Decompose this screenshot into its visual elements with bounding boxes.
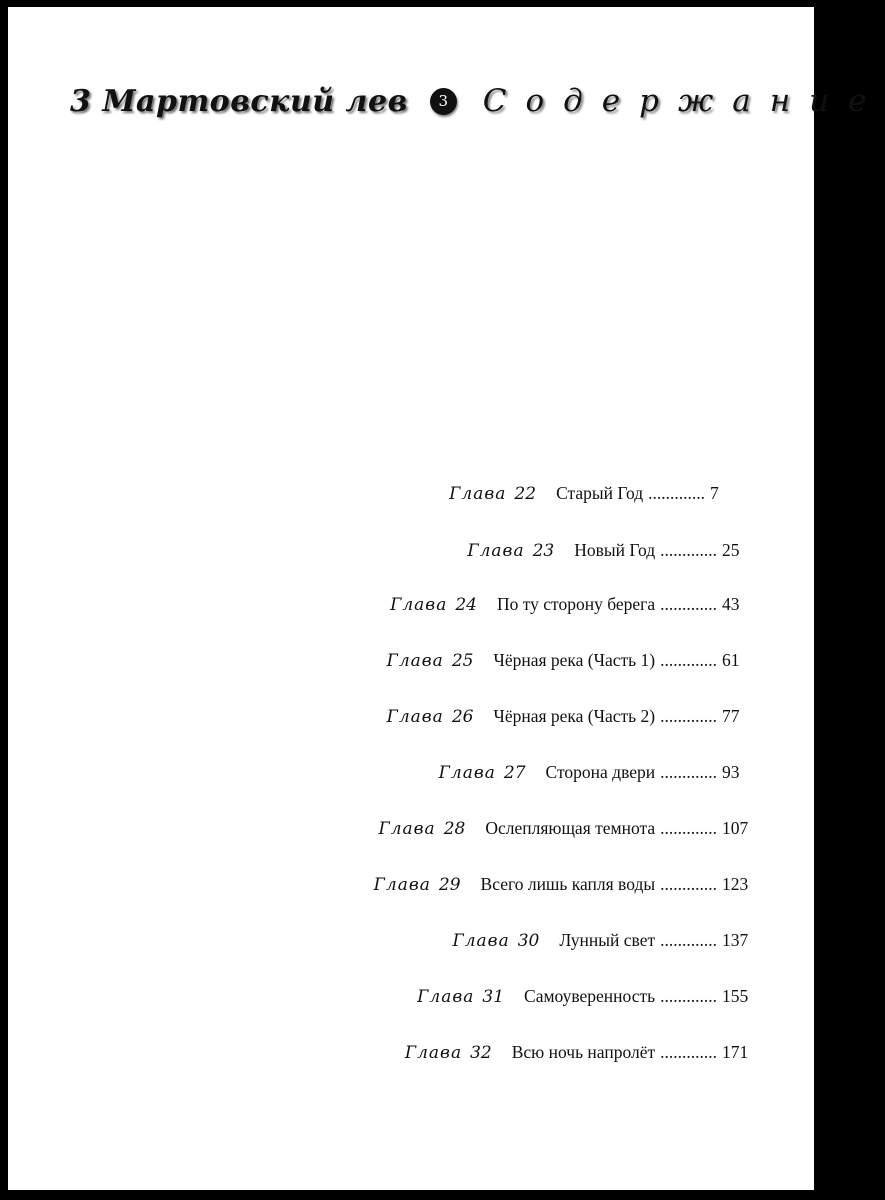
chapter-label: Глава (390, 595, 448, 615)
leader-dots: ............. (660, 540, 717, 560)
toc-entry (452, 930, 752, 951)
chapter-number: 22 (514, 484, 537, 504)
chapter-number: 25 (451, 651, 474, 671)
chapter-label: Глава (417, 987, 475, 1007)
series-title: 3 Мартовский лев (70, 83, 408, 119)
chapter-label: Глава (386, 707, 444, 727)
chapter-title: Ослепляющая темнота (485, 818, 656, 838)
page-number: 123 (722, 874, 749, 894)
chapter-label: Глава (438, 763, 496, 783)
toc-entry (387, 706, 752, 727)
leader-dots: ............. (660, 706, 717, 726)
page-number: 93 (722, 762, 740, 782)
chapter-number: 27 (503, 763, 526, 783)
leader-dots: ............. (660, 650, 717, 670)
leader-dots: ............. (660, 1042, 717, 1062)
chapter-number: 29 (438, 875, 461, 895)
chapter-title: Чёрная река (Часть 1) (493, 650, 656, 670)
toc-entry (417, 986, 752, 1007)
toc-entry (378, 818, 752, 839)
leader-dots: ............. (648, 483, 705, 503)
page-number: 7 (710, 483, 719, 503)
table-of-contents (8, 7, 814, 1190)
chapter-title: Самоуверенность (524, 986, 656, 1006)
page-number: 25 (722, 540, 740, 560)
chapter-number: 31 (482, 987, 505, 1007)
page-number: 155 (722, 986, 749, 1006)
chapter-label: Глава (378, 819, 436, 839)
page-number: 77 (722, 706, 740, 726)
toc-entry (374, 874, 752, 895)
chapter-title: Сторона двери (545, 762, 656, 782)
chapter-number: 32 (470, 1043, 492, 1063)
leader-dots: ............. (660, 986, 717, 1006)
section-title: Содержание (482, 83, 885, 119)
chapter-title: Всю ночь напролёт (511, 1042, 656, 1062)
toc-entry (387, 650, 752, 671)
chapter-number: 28 (443, 819, 466, 839)
chapter-label: Глава (449, 484, 507, 504)
leader-dots: ............. (660, 762, 717, 782)
chapter-title: Старый Год (556, 483, 644, 503)
page-number: 107 (722, 818, 749, 838)
chapter-label: Глава (452, 931, 510, 951)
page-number: 43 (722, 594, 740, 614)
chapter-label: Глава (386, 651, 444, 671)
chapter-number: 23 (532, 541, 555, 561)
page-number: 171 (722, 1042, 749, 1062)
chapter-title: По ту сторону берега (496, 594, 656, 614)
volume-badge: 3 (430, 88, 457, 115)
toc-entry (390, 594, 752, 615)
page-number: 137 (722, 930, 749, 950)
chapter-title: Всего лишь капля воды (480, 874, 656, 894)
chapter-number: 30 (517, 931, 540, 951)
leader-dots: ............. (660, 930, 717, 950)
leader-dots: ............. (660, 874, 717, 894)
toc-entry (439, 762, 752, 783)
chapter-title: Лунный свет (559, 930, 656, 950)
chapter-label: Глава (404, 1043, 463, 1063)
leader-dots: ............. (660, 594, 717, 614)
chapter-label: Глава (467, 541, 525, 561)
chapter-title: Чёрная река (Часть 2) (493, 706, 656, 726)
chapter-label: Глава (373, 875, 431, 895)
chapter-title: Новый Год (574, 540, 656, 560)
chapter-number: 24 (455, 595, 477, 615)
chapter-number: 26 (451, 707, 474, 727)
toc-entry (467, 540, 752, 561)
leader-dots: ............. (660, 818, 717, 838)
toc-entry (449, 483, 740, 504)
page-number: 61 (722, 650, 740, 670)
book-page (8, 7, 885, 1190)
toc-entry (405, 1042, 752, 1063)
